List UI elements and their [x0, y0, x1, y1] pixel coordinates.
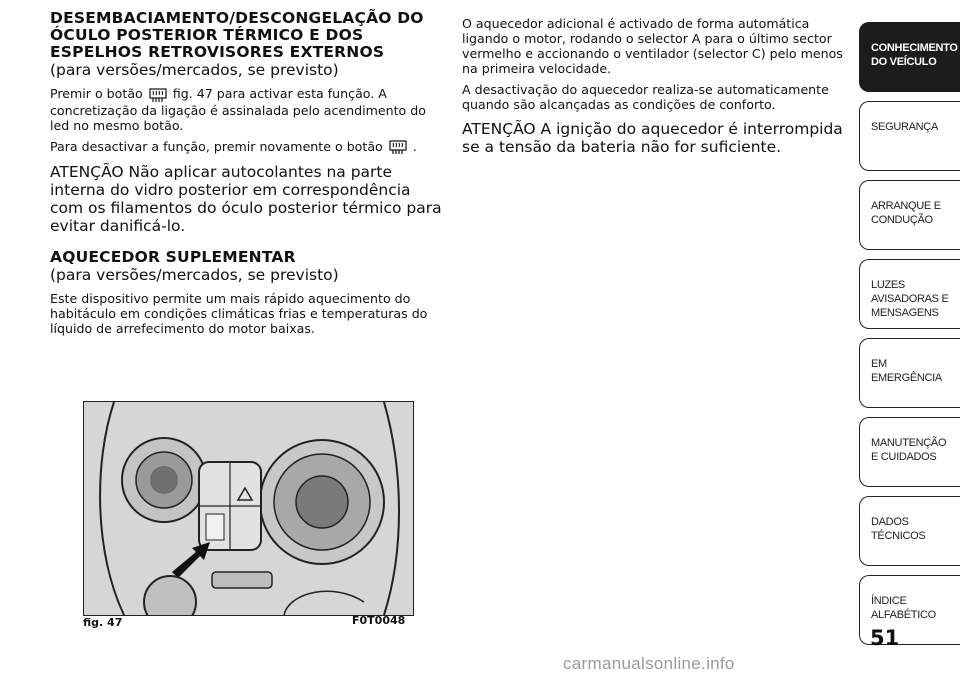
figure-caption: fig. 47 — [83, 616, 123, 629]
paragraph-defrost-deactivate — [50, 139, 442, 156]
text-fragment: Para desactivar a função, premir novamente o botão — [50, 138, 383, 154]
text-fragment: Premir o botão — [50, 86, 143, 101]
rear-window-heater-icon — [389, 139, 407, 155]
paragraph-heater-deactivation: A desactivação do aquecedor realiza-se automaticamente quando são alcançadas as condições de conforto. — [462, 82, 829, 112]
tab-em-emergencia[interactable]: EM EMERGÊNCIA — [859, 338, 960, 408]
warning-battery: ATENÇÃO A ignição do aquecedor é interrompida se a tensão da bateria não for suficiente. — [462, 120, 843, 156]
tab-seguranca[interactable]: SEGURANÇA — [859, 101, 960, 171]
tab-conhecimento-do-veiculo[interactable]: CONHECIMENTO DO VEÍCULO — [859, 22, 960, 92]
section-title-heater: AQUECEDOR SUPLEMENTAR — [50, 248, 296, 266]
tab-manutencao-e-cuidados[interactable]: MANUTENÇÃO E CUIDADOS — [859, 417, 960, 487]
left-column — [50, 10, 442, 342]
dashboard-illustration — [84, 402, 413, 615]
watermark: carmanualsonline.info — [563, 654, 735, 673]
rear-window-heater-icon — [149, 87, 167, 103]
tab-arranque-e-conducao[interactable]: ARRANQUE E CONDUÇÃO — [859, 180, 960, 250]
figure-dashboard-photo — [83, 401, 414, 616]
paragraph-heater-activation: O aquecedor adicional é activado de forma automática ligando o motor, rodando o selector A para o último sector vermelho e accionando o ventilador (selector C) pelo menos na primeira velocidade. — [462, 16, 843, 76]
section-subtitle-defrost: (para versões/mercados, se previsto) — [50, 61, 339, 79]
paragraph-heater-intro: Este dispositivo permite um mais rápido aquecimento do habitáculo em condições climáticas frias e temperaturas do líquido de arrefecimento do motor baixas. — [50, 291, 428, 336]
figure-code: F0T0048 — [352, 614, 406, 627]
text-fragment: fig. 47 para activar esta função. A concretização da ligação é assinalada pelo acendimento do led no mesmo botão. — [50, 86, 426, 133]
section-subtitle-heater: (para versões/mercados, se previsto) — [50, 266, 339, 284]
chapter-tabs — [859, 22, 960, 654]
paragraph-defrost-activate — [50, 86, 442, 133]
text-fragment: . — [412, 138, 417, 154]
tab-indice-alfabetico[interactable]: ÍNDICE ALFABÉTICO — [859, 575, 960, 645]
page-number: 51 — [870, 626, 900, 650]
tab-luzes-avisadoras[interactable]: LUZES AVISADORAS E MENSAGENS — [859, 259, 960, 329]
tab-dados-tecnicos[interactable]: DADOS TÉCNICOS — [859, 496, 960, 566]
warning-stickers: ATENÇÃO Não aplicar autocolantes na parte interna do vidro posterior em correspondência com os filamentos do óculo posterior térmico para evitar danificá-lo. — [50, 163, 442, 235]
right-column — [462, 16, 846, 170]
section-title-defrost: DESEMBACIAMENTO/DESCONGELAÇÃO DO ÓCULO POSTERIOR TÉRMICO E DOS ESPELHOS RETROVISORES EXTERNOS — [50, 9, 424, 61]
